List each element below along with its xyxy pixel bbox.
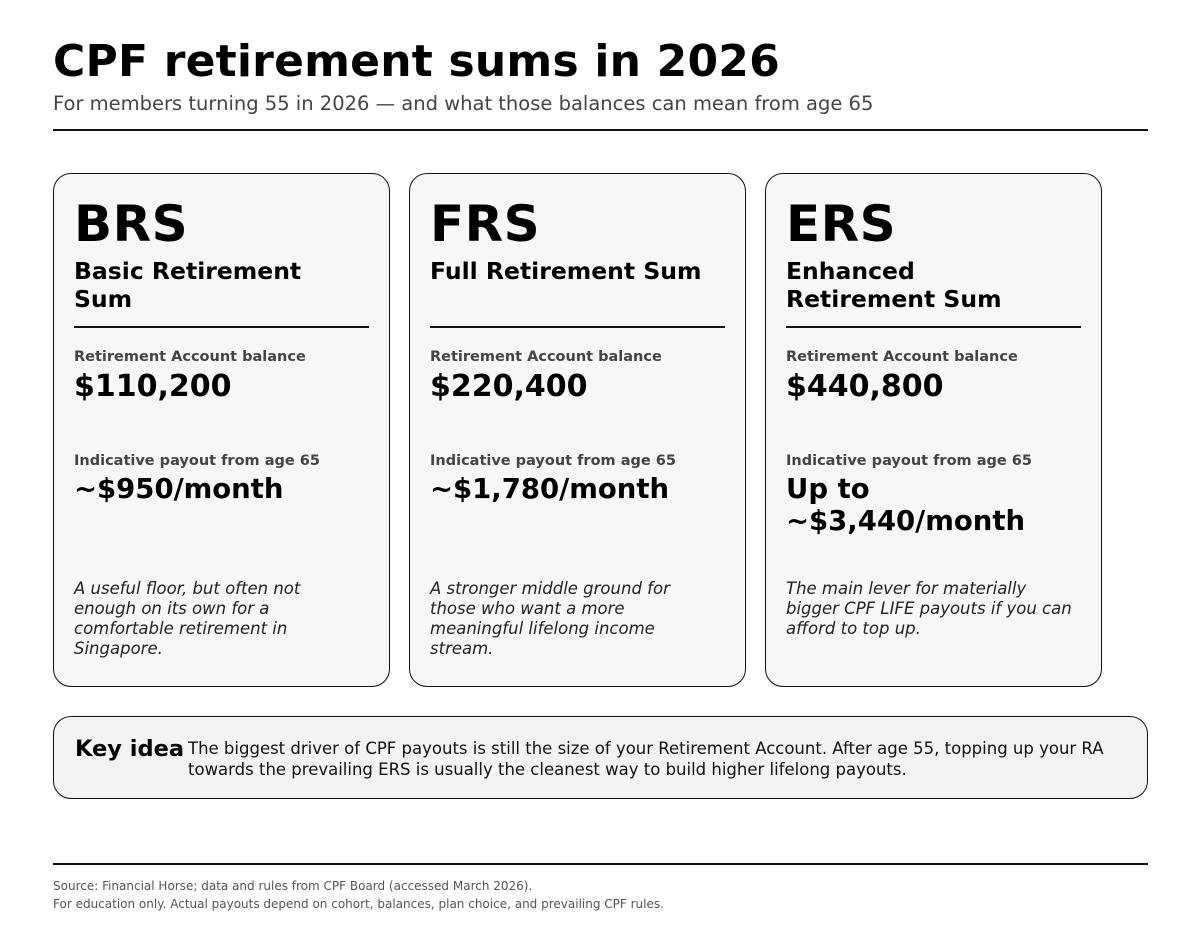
card-abbreviation: BRS xyxy=(74,195,189,253)
balance-value: $110,200 xyxy=(74,369,232,404)
source-note: Source: Financial Horse; data and rules from CPF Board (accessed March 2026). xyxy=(53,879,533,893)
footer-divider xyxy=(53,863,1148,865)
page-subtitle: For members turning 55 in 2026 — and what those balances can mean from age 65 xyxy=(53,92,874,115)
card-name: Full Retirement Sum xyxy=(430,257,702,285)
card-divider xyxy=(430,326,725,328)
key-idea-text: The biggest driver of CPF payouts is still the size of your Retirement Account. After age 55, topping up your RA towards the prevailing ERS is usually the cleanest way to build higher lifelong payouts. xyxy=(188,739,1104,779)
payout-label: Indicative payout from age 65 xyxy=(74,453,320,469)
balance-label: Retirement Account balance xyxy=(74,349,306,365)
card-abbreviation: FRS xyxy=(430,195,541,253)
card-divider xyxy=(74,326,369,328)
card-ers xyxy=(765,173,1102,687)
card-name: Basic Retirement Sum xyxy=(74,257,302,313)
balance-label: Retirement Account balance xyxy=(430,349,662,365)
card-brs xyxy=(53,173,390,687)
balance-value: $440,800 xyxy=(786,369,944,404)
key-idea-label: Key idea xyxy=(75,736,185,762)
payout-label: Indicative payout from age 65 xyxy=(786,453,1032,469)
payout-value: Up to ~$3,440/month xyxy=(786,473,1026,537)
card-note: The main lever for materially bigger CPF LIFE payouts if you can afford to top up. xyxy=(786,579,1072,638)
key-idea-box xyxy=(53,716,1148,799)
page-title: CPF retirement sums in 2026 xyxy=(53,36,780,87)
card-note: A stronger middle ground for those who want a more meaningful lifelong income stream. xyxy=(430,579,670,658)
balance-value: $220,400 xyxy=(430,369,588,404)
card-divider xyxy=(786,326,1081,328)
header-divider xyxy=(53,129,1148,131)
card-abbreviation: ERS xyxy=(786,195,897,253)
disclaimer-note: For education only. Actual payouts depend on cohort, balances, plan choice, and prevailing CPF rules. xyxy=(53,897,664,911)
card-name: Enhanced Retirement Sum xyxy=(786,257,1002,313)
balance-label: Retirement Account balance xyxy=(786,349,1018,365)
payout-label: Indicative payout from age 65 xyxy=(430,453,676,469)
card-frs xyxy=(409,173,746,687)
payout-value: ~$950/month xyxy=(74,473,284,505)
card-note: A useful floor, but often not enough on its own for a comfortable retirement in Singapore. xyxy=(74,579,301,658)
payout-value: ~$1,780/month xyxy=(430,473,670,505)
